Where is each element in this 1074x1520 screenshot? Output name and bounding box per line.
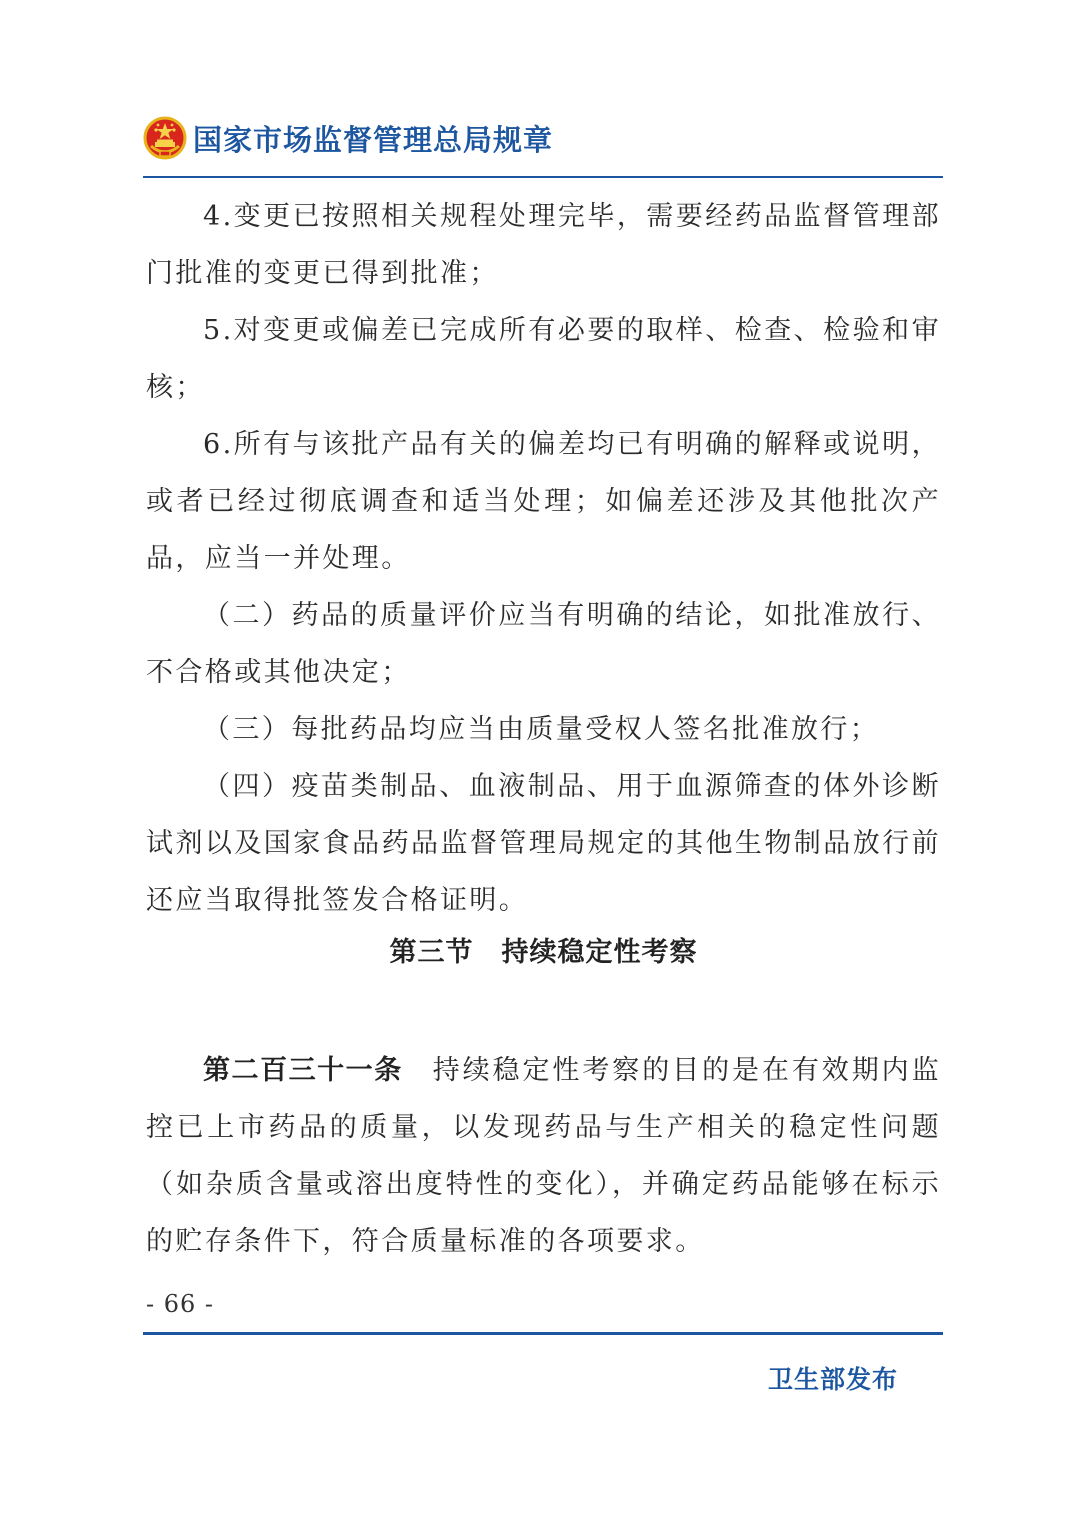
article-text: 持续稳定性考察的目的是在有效期内监控已上市药品的质量，以发现药品与生产相关的稳定性问题（如杂质含量或溶出度特性的变化），并确定药品能够在标示的贮存条件下，符合质量标准的各项要求。 xyxy=(146,1055,941,1257)
publisher-label: 卫生部发布 xyxy=(767,1365,898,1394)
paragraph: （三）每批药品均应当由质量受权人签名批准放行； xyxy=(203,714,880,745)
paragraph: 5.对变更或偏差已完成所有必要的取样、检查、检验和审核； xyxy=(146,315,941,403)
national-emblem-icon xyxy=(143,116,187,160)
paragraph: 4.变更已按照相关规程处理完毕，需要经药品监督管理部门批准的变更已得到批准； xyxy=(146,201,941,289)
footer-divider xyxy=(143,1332,943,1335)
page-header xyxy=(143,112,943,164)
page-number: - 66 - xyxy=(146,1290,215,1318)
paragraph: 6.所有与该批产品有关的偏差均已有明确的解释或说明，或者已经过彻底调查和适当处理；如偏差还涉及其他批次产品，应当一并处理。 xyxy=(146,429,941,574)
paragraph: （二）药品的质量评价应当有明确的结论，如批准放行、不合格或其他决定； xyxy=(146,600,941,688)
article-block xyxy=(146,1042,941,1270)
header-divider xyxy=(143,176,943,178)
paragraph: （四）疫苗类制品、血液制品、用于血源筛查的体外诊断试剂以及国家食品药品监督管理局规定的其他生物制品放行前还应当取得批签发合格证明。 xyxy=(146,771,941,916)
body-paragraphs xyxy=(146,188,941,929)
article-paragraph xyxy=(146,1042,941,1270)
header-title: 国家市场监督管理总局规章 xyxy=(193,122,554,157)
section-title: 第三节 持续稳定性考察 xyxy=(389,937,698,968)
article-label: 第二百三十一条 xyxy=(203,1055,403,1086)
